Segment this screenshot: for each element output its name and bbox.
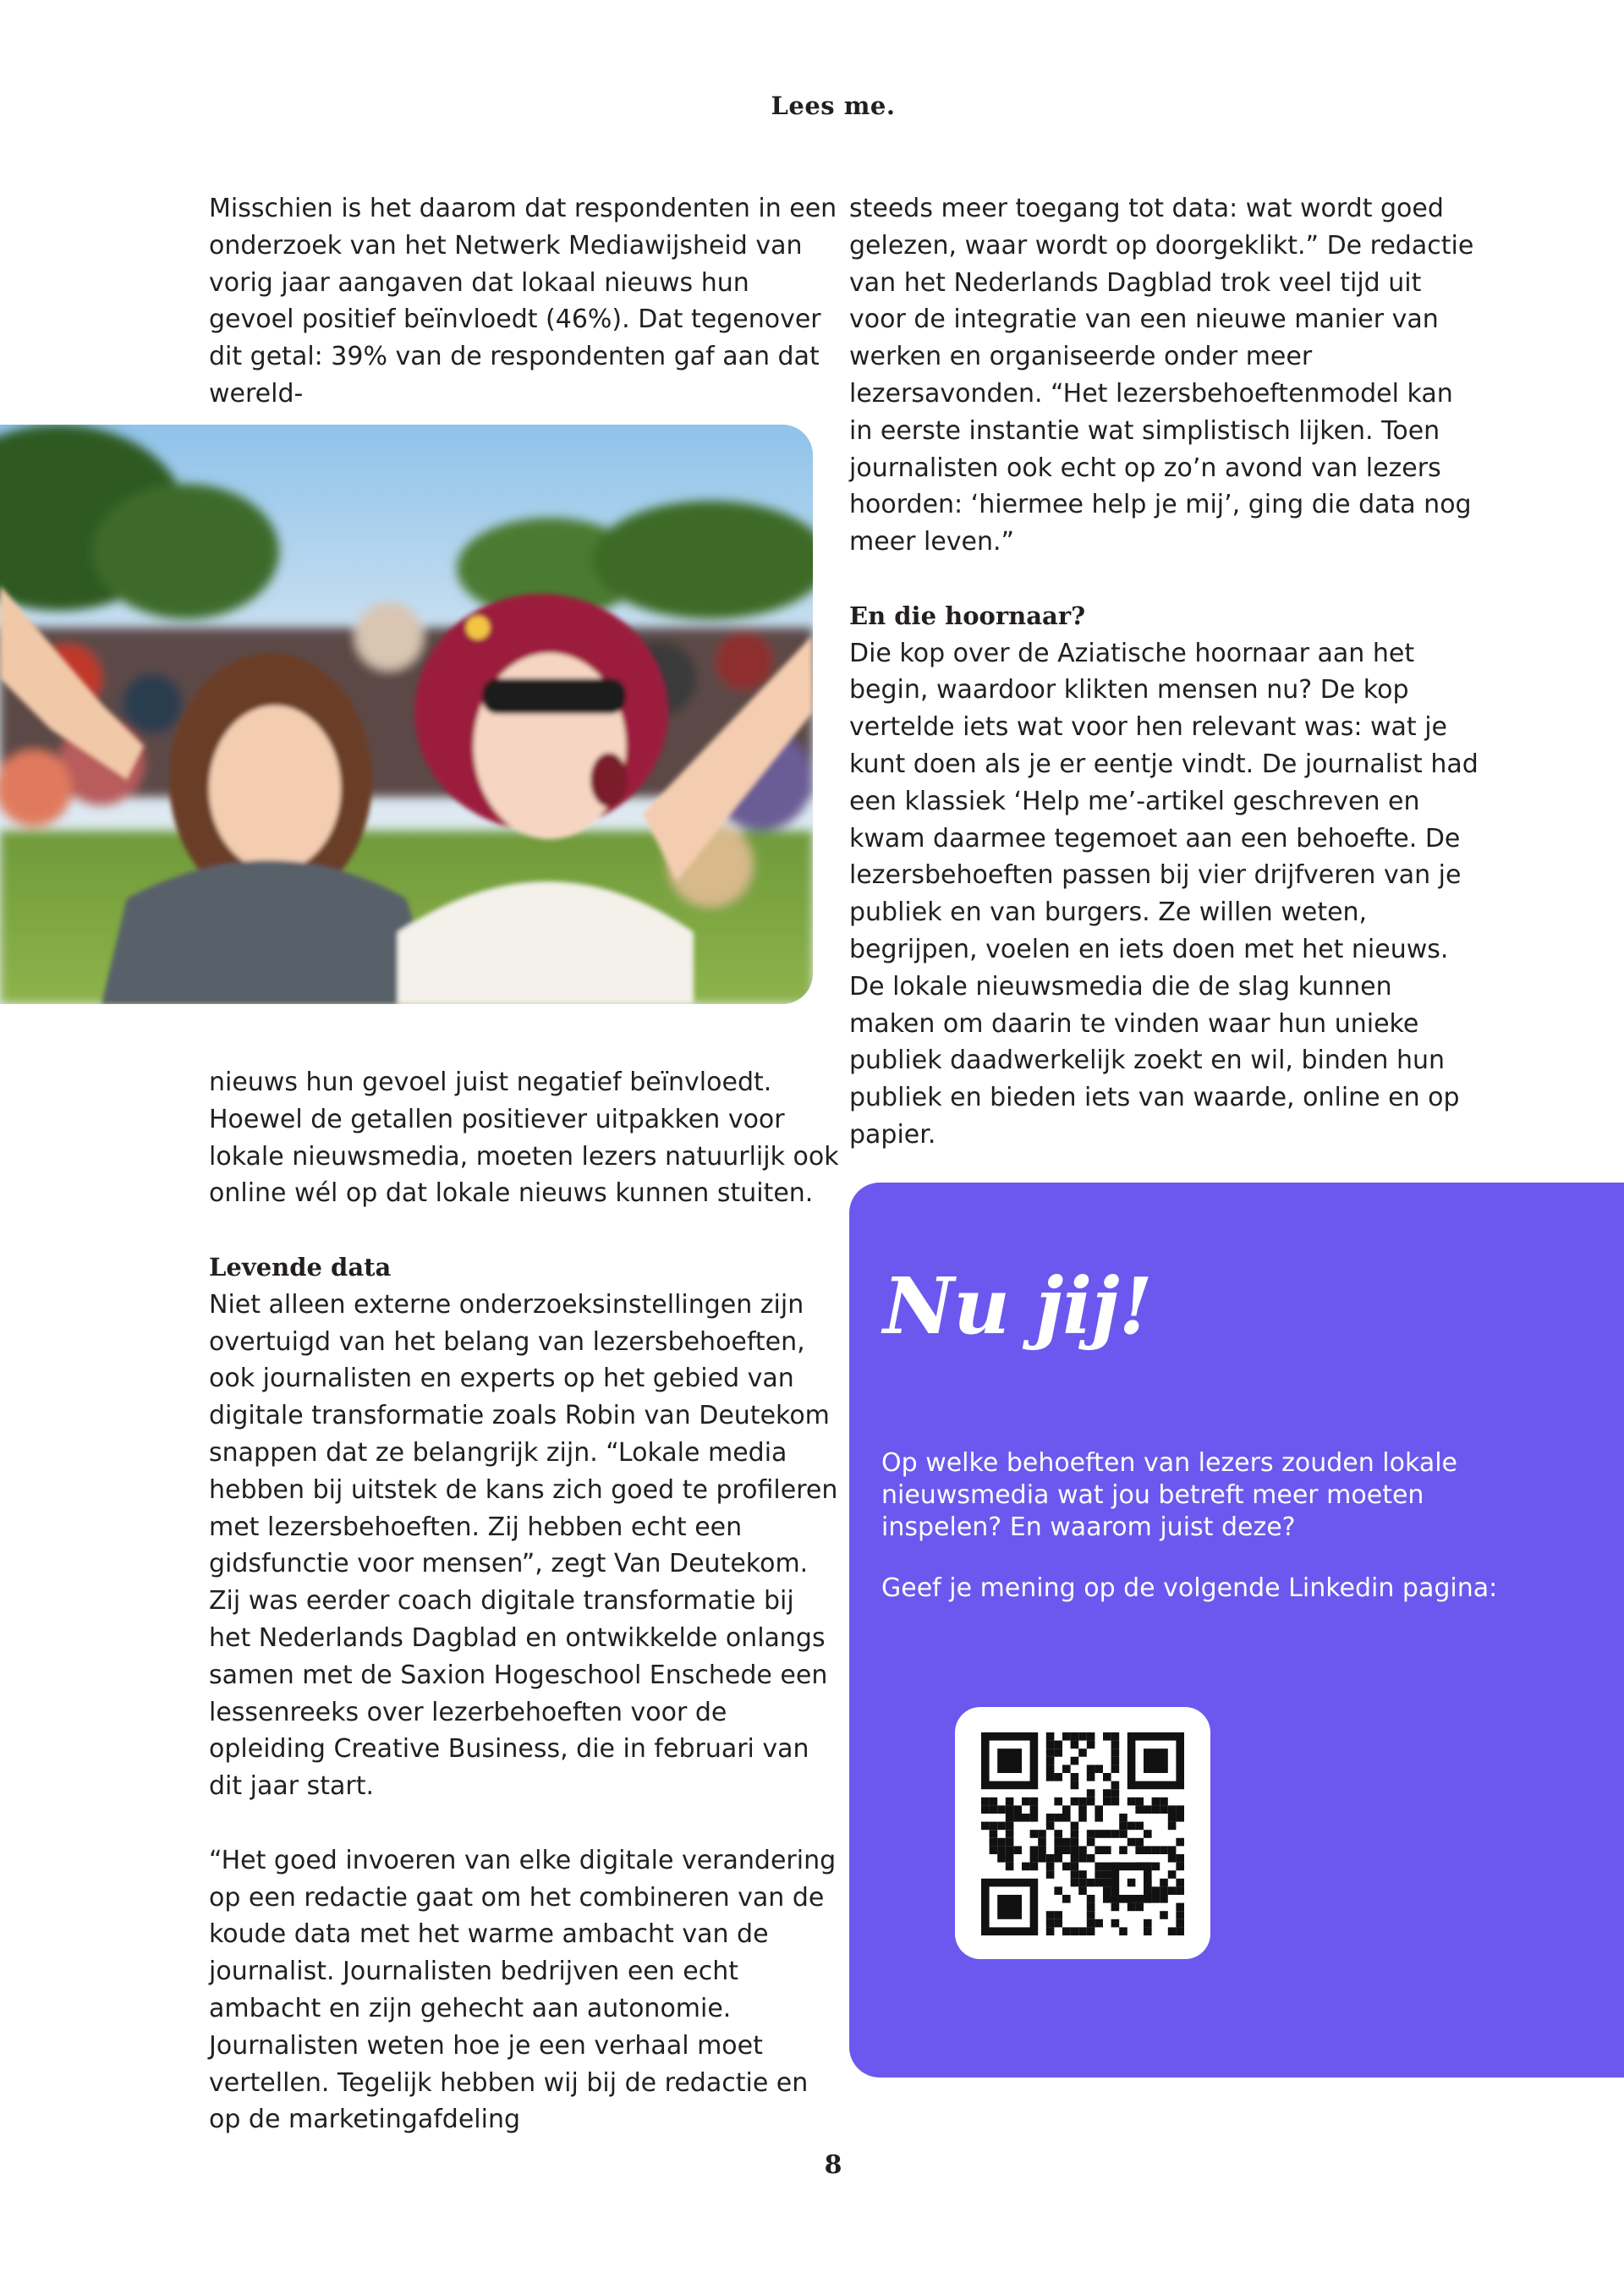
cta-question: Op welke behoeften van lezers zouden lokale nieuwsmedia wat jou betreft meer moeten inspelen? En waarom juist deze? [881,1448,1458,1542]
paragraph: nieuws hun gevoel juist negatief beïnvloedt. Hoewel de getallen positiever uitpakken voor lokale nieuwsmedia, moeten lezers natuurlijk ook online wél op dat lokale nieuws kunnen stuiten. [209,1068,839,1209]
left-column-bottom [209,1064,839,2138]
paragraph: Misschien is het daarom dat respondenten in een onderzoek van het Netwerk Mediawijsheid van vorig jaar aangaven dat lokaal nieuws hun gevoel positief beïnvloedt (46%). Dat tegenover dit getal: 39% van de respondenten gaf aan dat wereld- [209,194,837,409]
festival-photo-icon [0,425,813,1004]
festival-photo [0,425,813,1004]
paragraph: “Het goed invoeren van elke digitale verandering op een redactie gaat om het combineren van de koude data met het warme ambacht van de journalist. Journalisten bedrijven een echt ambacht en zijn gehecht aan autonomie. Journalisten weten hoe je een verhaal moet vertellen. Tegelijk hebben wij bij de redactie en op de marketingafdeling [209,1845,837,2135]
qr-code-icon[interactable] [981,1732,1184,1935]
section-heading: En die hoornaar? [849,601,1086,630]
section-heading: Levende data [209,1252,392,1282]
cta-prompt: Geef je mening op de volgende Linkedin pagina: [881,1573,1498,1603]
running-header: Lees me. [771,91,896,120]
left-column-top [209,190,839,413]
call-to-action-box [849,1183,1624,2078]
paragraph: Niet alleen externe onderzoeksinstellingen zijn overtuigd van het belang van lezersbehoeften, ook journalisten en experts op het gebied van digitale transformatie zoals Robin van Deutekom snappen dat ze belangrijk zijn. “Lokale media hebben bij uitstek de kans zich goed te profileren met lezersbehoeften. Zij hebben echt een gidsfunctie voor mensen”, zegt Van Deutekom. Zij was eerder coach digitale transformatie bij het Nederlands Dagblad en ontwikkelde onlangs samen met de Saxion Hogeschool Enschede een lessenreeks over lezerbehoeften voor de opleiding Creative Business, die in februari van dit jaar start. [209,1289,838,1802]
cta-title: Nu jij! [883,1260,1152,1352]
right-column [849,190,1484,1154]
page-number: 8 [824,2150,842,2180]
paragraph: Die kop over de Aziatische hoornaar aan het begin, waardoor klikten mensen nu? De kop vertelde iets wat voor hen relevant was: wat je kunt doen als je er eentje vindt. De journalist had een klassiek ‘Help me’-artikel geschreven en kwam daarmee tegemoet aan een behoefte. De lezersbehoeften passen bij vier drijfveren van je publiek en van burgers. Ze willen weten, begrijpen, voelen en iets doen met het nieuws. De lokale nieuwsmedia die de slag kunnen maken om daarin te vinden waar hun unieke publiek daadwerkelijk zoekt en wil, binden hun publiek en bieden iets van waarde, online en op papier. [849,638,1479,1150]
paragraph: steeds meer toegang tot data: wat wordt goed gelezen, waar wordt op doorgeklikt.” De redactie van het Nederlands Dagblad trok veel tijd uit voor de integratie van een nieuwe manier van werken en organiseerde onder meer lezersavonden. “Het lezersbehoeftenmodel kan in eerste instantie wat simplistisch lijken. Toen journalisten ook echt op zo’n avond van lezers hoorden: ‘hiermee help je mij’, ging die data nog meer leven.” [849,194,1474,557]
qr-code-card[interactable] [955,1707,1210,1959]
